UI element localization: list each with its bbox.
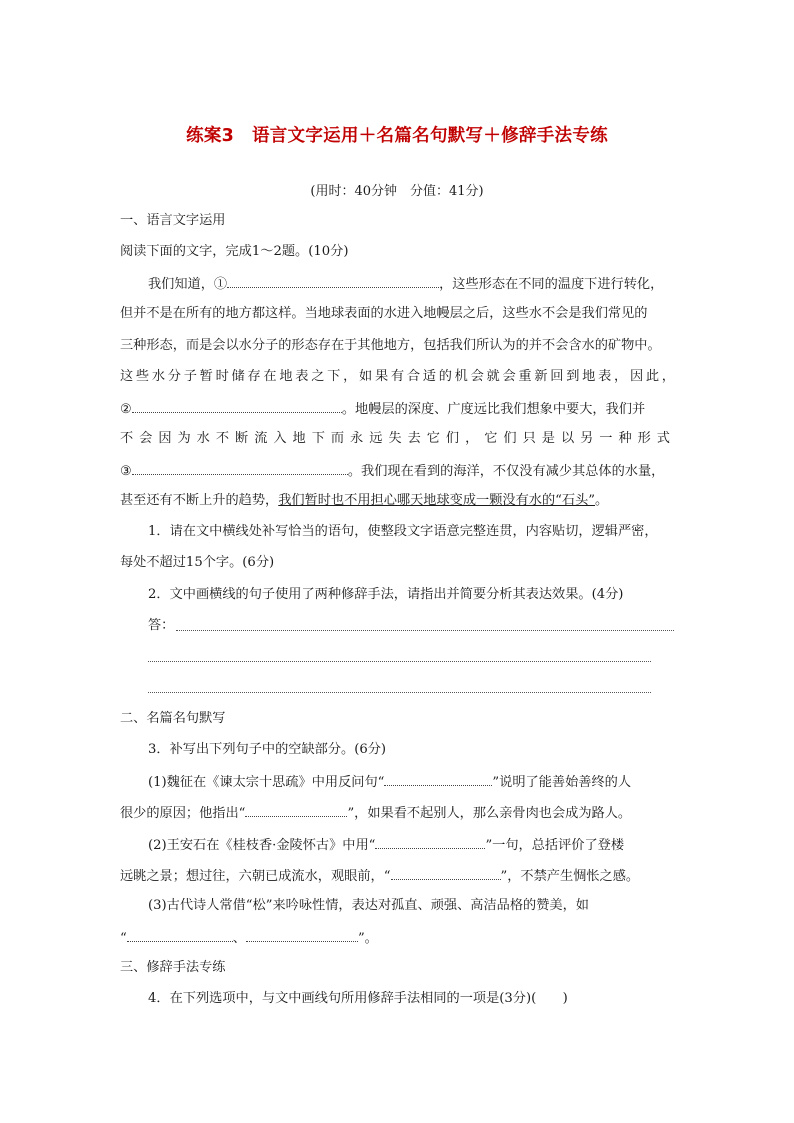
question-4: 4．在下列选项中，与文中画线句所用修辞手法相同的一项是(3分)( ) [148,991,568,1006]
question-1-line-1: 1．请在文中横线处补写恰当的语句，使整段文字语意完整连贯，内容贴切，逻辑严密， [148,524,658,539]
recite-blank-4[interactable] [391,865,501,880]
passage-line-6: 不会因为水不断流入地下而永远失去它们，它们只是以另一种形式 [120,431,675,446]
time-score-info: (用时：40分钟 分值：41分) [310,184,484,199]
question-2: 2．文中画横线的句子使用了两种修辞手法，请指出并简要分析其表达效果。(4分) [148,587,624,602]
recite-blank-2[interactable] [245,802,347,817]
recite-blank-5[interactable] [127,927,233,942]
passage-line-7: ③ 。我们现在看到的海洋，不仅没有减少其总体的水量， [120,460,675,482]
answer-blank-1[interactable] [227,273,439,288]
passage-line-2: 但并不是在所有的地方都这样。当地球表面的水进入地幔层之后，这些水不会是我们常见的 [120,306,648,321]
item-1-line-1: (1)魏征在《谏太宗十思疏》中用反问句“ ”说明了能善始善终的人 [148,771,675,793]
passage-line-5: ② 。地幔层的深度、广度远比我们想象中要大，我们并 [120,398,675,420]
page-title: 练案3 语言文字运用＋名篇名句默写＋修辞手法专练 [186,126,608,146]
underlined-sentence: 我们暂时也不用担心哪天地球变成一颗没有水的“石头” [278,493,596,508]
item-3-line-1: (3)古代诗人常借“松”来吟咏性情，表达对孤直、顽强、高洁品格的赞美，如 [148,898,589,913]
answer-label: 答： [148,618,175,633]
section-3-heading: 三、修辞手法专练 [120,960,226,975]
question-1-line-2: 每处不超过15个字。(6分) [120,555,275,570]
passage-line-3: 三种形态，而是会以水分子的形态存在于其他地方，包括我们所认为的并不会含水的矿物中。 [120,338,661,353]
answer-blank-2[interactable] [132,398,342,413]
passage-line-1: 我们知道，① ，这些形态在不同的温度下进行转化， [148,273,675,295]
answer-blank-3[interactable] [132,460,348,475]
passage-line-8: 甚至还有不断上升的趋势，我们暂时也不用担心哪天地球变成一颗没有水的“石头”。 [120,493,609,508]
question-3: 3．补写出下列句子中的空缺部分。(6分) [148,742,387,757]
answer-line-3[interactable] [148,692,651,693]
recite-blank-3[interactable] [375,834,485,849]
answer-line-2[interactable] [148,661,651,662]
section-1-heading: 一、语言文字运用 [120,213,226,228]
recite-blank-1[interactable] [384,771,492,786]
item-2-line-2: 远眺之景；想过往，六朝已成流水，观眼前，“ ”，不禁产生惆怅之感。 [120,865,675,887]
item-2-line-1: (2)王安石在《桂枝香·金陵怀古》中用“ ”一句，总括评价了登楼 [148,834,675,856]
recite-blank-6[interactable] [246,927,358,942]
section-1-instruction: 阅读下面的文字，完成1～2题。(10分) [120,244,349,259]
answer-line-1[interactable] [176,630,674,631]
item-1-line-2: 很少的原因；他指出“ ”，如果看不起别人，那么亲骨肉也会成为路人。 [120,802,675,824]
item-3-line-2: “ 、 ”。 [120,927,675,949]
passage-line-4: 这些水分子暂时储存在地表之下，如果有合适的机会就会重新回到地表，因此， [120,369,675,384]
section-2-heading: 二、名篇名句默写 [120,711,226,726]
